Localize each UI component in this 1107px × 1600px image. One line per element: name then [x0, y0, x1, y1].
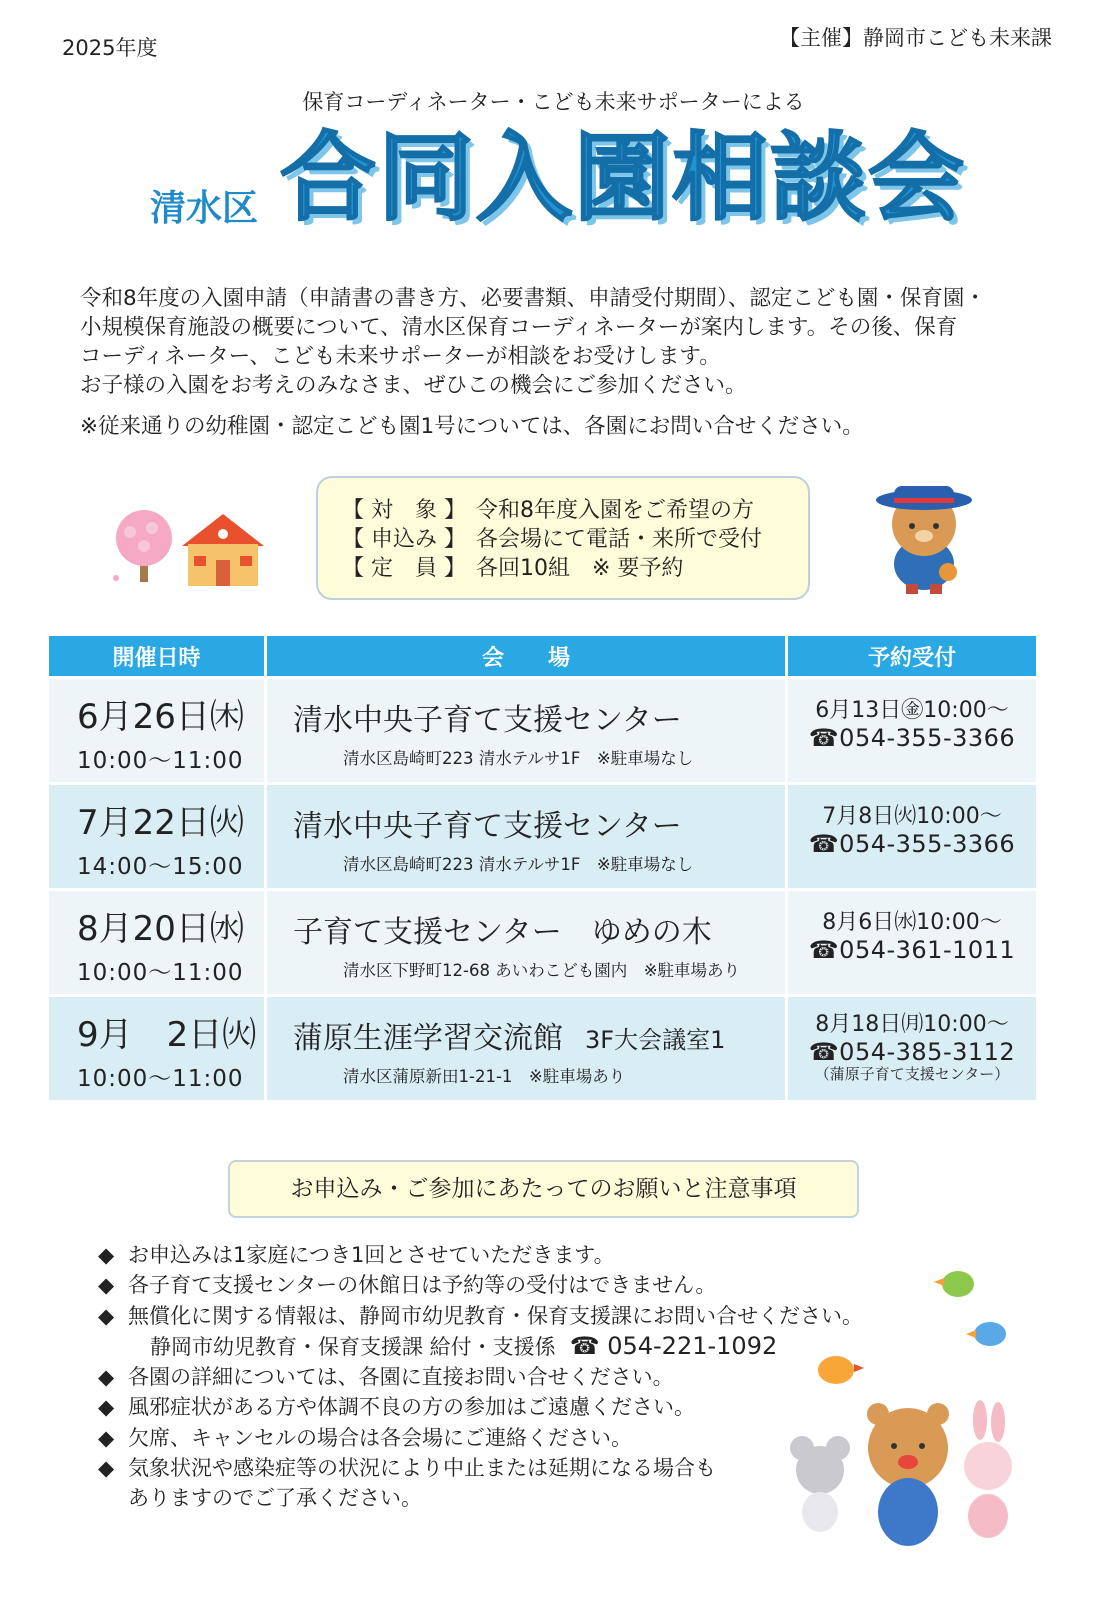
intro-line: お子様の入園をお考えのみなさま、ぜひこの機会にご参加ください。	[80, 373, 747, 398]
venue-address: 清水区下野町12-68 あいわこども園内 ※駐車場あり	[343, 961, 741, 980]
date-cell	[49, 997, 267, 1100]
contact-line: 静岡市幼児教育・保育支援課 給付・支援係 ☎ 054-221-1092	[150, 1331, 778, 1360]
reservation-cell	[788, 785, 1036, 888]
event-time: 10:00～11:00	[77, 748, 244, 774]
diamond-bullet-icon: ◆	[98, 1273, 115, 1298]
cherry-tree-icon	[108, 508, 180, 588]
list-item: ◆ 欠席、キャンセルの場合は各会場にご連絡ください。	[98, 1423, 863, 1453]
notice-title: お申込み・ご参加にあたってのお願いと注意事項	[228, 1160, 859, 1218]
table-row	[49, 785, 1036, 888]
list-item-continuation: ありますのでご了承ください。	[128, 1486, 422, 1511]
reservation-note: （蒲原子育て支援センター）	[814, 1065, 1010, 1083]
diamond-bullet-icon: ◆	[98, 1425, 115, 1450]
list-item: ◆ 各園の詳細については、各園に直接お問い合せください。	[98, 1362, 863, 1392]
venue-address: 清水区蒲原新田1-21-1 ※駐車場あり	[343, 1067, 626, 1086]
venue-address: 清水区島崎町223 清水テルサ1F ※駐車場なし	[343, 855, 694, 874]
date-cell	[49, 679, 267, 782]
schedule-header	[49, 636, 1036, 676]
page-title: 合同入園相談会	[280, 122, 966, 234]
list-item: ◆ 風邪症状がある方や体調不良の方の参加はご遠慮ください。	[98, 1392, 863, 1422]
table-row	[49, 679, 1036, 782]
event-date: 8月20日㈬	[77, 909, 244, 949]
notice-list	[98, 1240, 863, 1514]
info-row-application	[342, 525, 808, 554]
list-item: ◆ お申込みは1家庭につき1回とさせていただきます。	[98, 1240, 863, 1270]
venue-cell	[267, 785, 788, 888]
table-row	[49, 997, 1036, 1100]
reservation-start: 8月18日㈪10:00～	[815, 1012, 1009, 1037]
event-date: 7月22日㈫	[77, 803, 244, 843]
event-date: 6月26日㈭	[77, 697, 244, 737]
kindergarten-building-icon	[178, 512, 268, 588]
venue-cell	[267, 997, 788, 1100]
intro-line: コーディネーター、こども未来サポーターが相談をお受けします。	[80, 344, 721, 369]
reservation-start: 6月13日㊎10:00～	[815, 698, 1009, 723]
fiscal-year: 2025年度	[62, 36, 158, 60]
info-row-capacity	[342, 554, 808, 583]
reservation-cell	[788, 679, 1036, 782]
table-row	[49, 891, 1036, 994]
reservation-start: 7月8日㈫10:00～	[822, 804, 1002, 829]
event-date: 9月 2日㈫	[77, 1015, 257, 1055]
event-time: 10:00～11:00	[77, 960, 244, 986]
venue-name: 蒲原生涯学習交流館 3F大会議室1	[293, 1021, 726, 1056]
header-reservation: 予約受付	[867, 645, 956, 671]
reservation-phone: ☎054-385-3112	[808, 1038, 1016, 1066]
header-datetime: 開催日時	[49, 636, 267, 676]
info-value: 令和8年度入園をご希望の方	[476, 498, 754, 523]
info-key: 【 定 員 】	[342, 556, 466, 581]
schedule-table	[49, 636, 1036, 1100]
birds-icon	[810, 1262, 1030, 1402]
ward-name: 清水区	[150, 188, 259, 229]
venue-cell	[267, 891, 788, 994]
reservation-start: 8月6日㈬10:00～	[822, 910, 1002, 935]
info-row-target	[342, 496, 808, 525]
animal-friends-icon	[780, 1400, 1030, 1560]
header-venue: 会 場	[267, 636, 788, 676]
reservation-cell	[788, 891, 1036, 994]
venue-address: 清水区島崎町223 清水テルサ1F ※駐車場なし	[343, 749, 694, 768]
date-cell	[49, 891, 267, 994]
diamond-bullet-icon: ◆	[98, 1456, 115, 1481]
diamond-bullet-icon: ◆	[98, 1395, 115, 1420]
intro-line: 令和8年度の入園申請（申請書の書き方、必要書類、申請受付期間）、認定こども園・保育園・	[80, 286, 986, 311]
list-item: ◆ 気象状況や感染症等の状況により中止または延期になる場合も	[98, 1453, 863, 1483]
reservation-cell	[788, 997, 1036, 1100]
event-info-box	[316, 476, 810, 600]
date-cell	[49, 785, 267, 888]
venue-name: 清水中央子育て支援センター	[293, 809, 682, 844]
diamond-bullet-icon: ◆	[98, 1243, 115, 1267]
info-value: 各会場にて電話・来所で受付	[476, 527, 763, 552]
event-time: 10:00～11:00	[77, 1066, 244, 1092]
list-item: ◆ 無償化に関する情報は、静岡市幼児教育・保育支援課にお問い合せください。	[98, 1301, 863, 1331]
bear-mascot-icon	[864, 476, 988, 596]
intro-note: ※従来通りの幼稚園・認定こども園1号については、各園にお問い合せください。	[80, 414, 864, 439]
venue-name: 清水中央子育て支援センター	[293, 703, 682, 738]
diamond-bullet-icon: ◆	[98, 1303, 115, 1328]
venue-cell	[267, 679, 788, 782]
subtitle: 保育コーディネーター・こども未来サポーターによる	[302, 90, 805, 114]
venue-name: 子育て支援センター ゆめの木	[293, 915, 712, 950]
info-key: 【 対 象 】	[342, 498, 466, 523]
reservation-phone: ☎054-355-3366	[808, 724, 1016, 752]
info-value: 各回10組 ※ 要予約	[476, 556, 684, 581]
host-organization: 【主催】静岡市こども未来課	[779, 26, 1052, 50]
intro-text	[80, 284, 1050, 441]
diamond-bullet-icon: ◆	[98, 1365, 115, 1390]
event-time: 14:00～15:00	[77, 854, 244, 880]
intro-line: 小規模保育施設の概要について、清水区保育コーディネーターが案内します。その後、保育	[80, 315, 958, 340]
info-key: 【 申込み 】	[342, 527, 466, 552]
reservation-phone: ☎054-361-1011	[808, 936, 1016, 964]
list-item: ◆ 各子育て支援センターの休館日は予約等の受付はできません。	[98, 1270, 863, 1300]
reservation-phone: ☎054-355-3366	[808, 830, 1016, 858]
